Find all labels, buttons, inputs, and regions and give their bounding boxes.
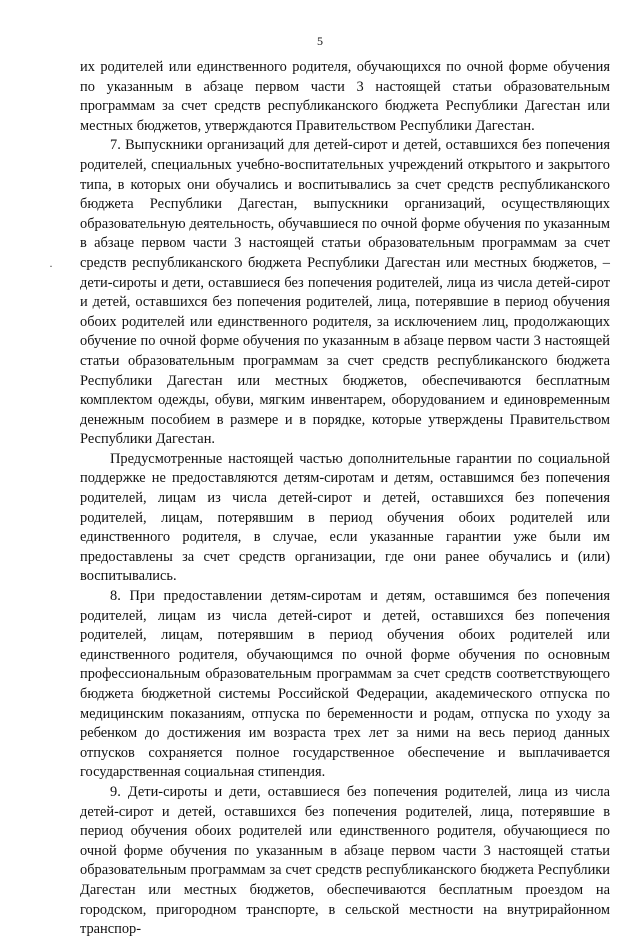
paragraph-guarantees-note: Предусмотренные настоящей частью дополнительные гарантии по социальной поддержке не предоставляются детям-сиротам и детям, оставшимся без попечения родителей, лицам из числа детей-сирот и детей, оставшихся без попечения родителей, лицам, потерявшим в период обучения обоих родителей или единственного родителя, в случае, если указанные гарантии уже были им предоставлены за счет средств организации, где они ранее обучались и (или) воспитывались. [80,450,610,585]
paragraph-item-9: 9. Дети-сироты и дети, оставшиеся без попечения родителей, лица из числа детей-сирот и детей, оставшихся без попечения родителей, лица, потерявшие в период обучения обоих родителей или единственного родителя, обучающиеся по очной форме обучения по указанным в абзаце первом части 3 настоящей статьи образовательным программам за счет средств республиканского бюджета Республики Дагестан или местных бюджетов, обеспечиваются бесплатным проездом на городском, пригородном транспорте, в сельской местности на внутрирайонном транспор- [80,783,610,938]
margin-mark: · [49,259,53,273]
paragraph-item-7: 7. Выпускники организаций для детей-сирот и детей, оставшихся без попечения родителей, специальных учебно-воспитательных учреждений открытого и закрытого типа, в которых они обучались и воспитывались за счет средств республиканского бюджета Республики Дагестан, выпускники организаций, осуществляющих образовательную деятельность, обучавшиеся по очной форме обучения по указанным в абзаце первом части 3 настоящей статьи образовательным программам за счет средств республиканского бюджета Республики Дагестан или местных бюджетов, – дети-сироты и дети, оставшиеся без попечения родителей, лица из числа детей-сирот и детей, оставшихся без попечения родителей, лица, потерявшие в период обучения обоих родителей или единственного родителя, за исключением лиц, продолжающих обучение по очной форме обучения по указанным в абзаце первом части 3 настоящей статьи образовательным программам за счет средств республиканского бюджета Республики Дагестан или местных бюджетов, обеспечиваются бесплатным комплектом одежды, обуви, мягким инвентарем, оборудованием и единовременным денежным пособием в размере и в порядке, которые утверждены Правительством Республики Дагестан. [80,137,610,448]
page-number: 5 [317,34,323,48]
paragraph-continuation: их родителей или единственного родителя, обучающихся по очной форме обучения по указанным в абзаце первом части 3 настоящей статьи образовательным программам за счет средств республиканского бюджета Республики Дагестан или местных бюджетов, утверждаются Правительством Республики Дагестан. [80,59,610,134]
paragraph-item-8: 8. При предоставлении детям-сиротам и детям, оставшимся без попечения родителей, лицам из числа детей-сирот и детей, оставшихся без попечения родителей, лицам, потерявшим в период обучения обоих родителей или единственного родителя, обучающимся по очной форме обучения по основным профессиональным образовательным программам за счет средств соответствующего бюджета бюджетной системы Российской Федерации, академического отпуска по медицинским показаниям, отпуска по беременности и родам, отпуска по уходу за ребенком до достижения им возраста трех лет за ними на весь период данных отпусков сохраняется полное государственное обеспечение и выплачивается государственная социальная стипендия. [80,588,610,781]
document-body [80,58,610,940]
